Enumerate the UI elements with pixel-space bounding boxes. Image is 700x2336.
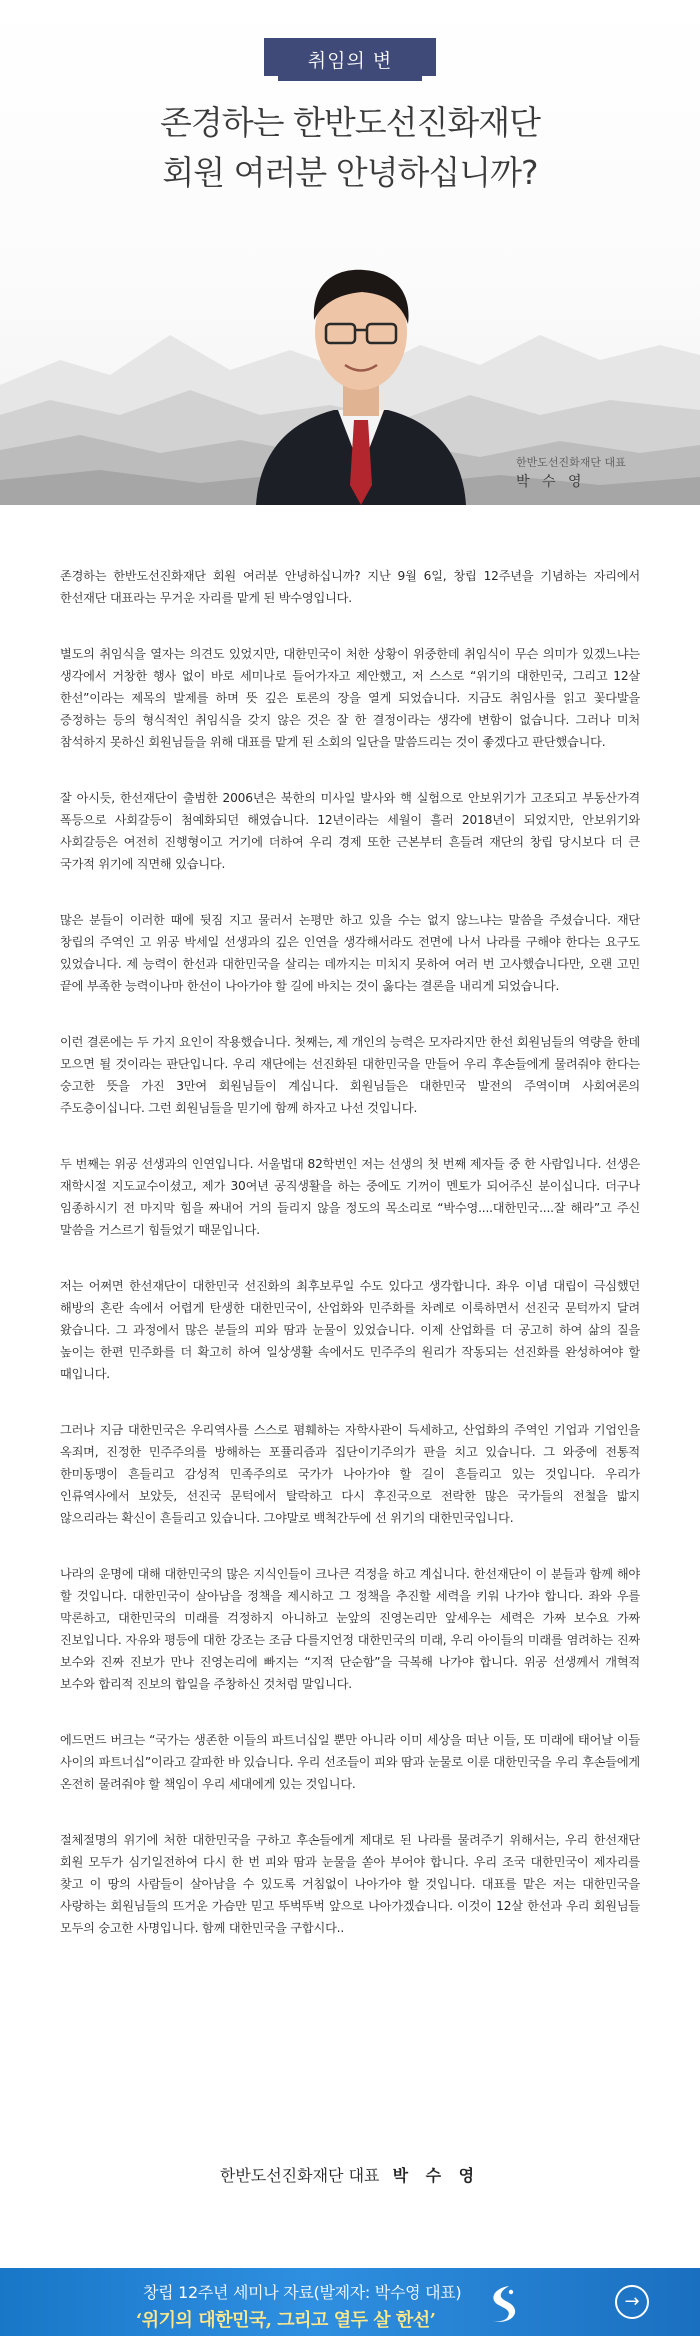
arrow-right-icon[interactable]: → (615, 2285, 649, 2319)
signature-name: 박 수 영 (392, 2166, 481, 2185)
banner-line-1: 창립 12주년 세미나 자료(발제자: 박수영 대표) (143, 2283, 462, 2302)
paragraph: 저는 어쩌면 한선재단이 대한민국 선진화의 최후보루일 수도 있다고 생각합니다. 좌우 이념 대립이 극심했던 해방의 혼란 속에서 어렵게 탄생한 대한민국이, 산업화와 민주화를 차례로 이룩하면서 선진국 문턱까지 달려 왔습니다. 그 과정에서 많은 분들의 피와 땀과 눈물이 있었습니다. 이제 산업화를 더 공고히 하여 삶의 질을 높이는 한편 민주화를 더 확고히 하여 일상생활 속에서도 민주주의 원리가 작동되는 선진화를 완성하여야 할 때입니다. (60, 1279, 640, 1381)
paragraph: 두 번째는 위공 선생과의 인연입니다. 서울법대 82학번인 저는 선생의 첫 번째 제자들 중 한 사람입니다. 선생은 재학시절 지도교수이셨고, 제가 30여년 공직생활을 하는 중에도 기꺼이 멘토가 되어주신 분이십니다. 더구나 임종하시기 전 마지막 힘을 짜내어 거의 들리지 않을 정도의 목소리로 “박수영....대한민국....잘 해라”고 주신 말씀을 거스르기 힘들었기 때문입니다. (60, 1157, 640, 1237)
page-title (0, 98, 700, 198)
seminar-banner-link[interactable] (0, 2268, 700, 2336)
portrait-photo (246, 220, 476, 505)
banner-line-2: ‘위기의 대한민국, 그리고 열두 살 한선’ (136, 2310, 436, 2331)
portrait-caption (516, 455, 626, 490)
letter-body (60, 565, 640, 1973)
paragraph: 이런 결론에는 두 가지 요인이 작용했습니다. 첫째는, 제 개인의 능력은 모자라지만 한선 회원님들의 역량을 한데 모으면 될 것이라는 판단입니다. 우리 재단에는 선진화된 대한민국을 만들어 우리 후손들에게 물려줘야 한다는 숭고한 뜻을 가진 3만여 회원님들이 계십니다. 회원님들은 대한민국 발전의 주역이며 사회여론의 주도층이십니다. 그런 회원님들을 믿기에 함께 하자고 나선 것입니다. (60, 1035, 640, 1115)
signature-org: 한반도선진화재단 대표 (219, 2166, 380, 2185)
paragraph: 그러나 지금 대한민국은 우리역사를 스스로 폄훼하는 자학사관이 득세하고, 산업화의 주역인 기업과 기업인을 옥죄며, 진정한 민주주의를 방해하는 포퓰리즘과 집단이기주의가 판을 치고 있습니다. 그 와중에 전통적 한미동맹이 흔들리고 감성적 민족주의로 국가가 나아가야 할 길이 흔들리고 있는 것입니다. 우리가 인류역사에서 보았듯, 선진국 문턱에서 탈락하고 다시 후진국으로 전락한 많은 국가들의 전철을 밟지 않으리라는 확신이 흔들리고 있습니다. 그야말로 백척간두에 선 위기의 대한민국입니다. (60, 1423, 640, 1525)
signature (0, 2163, 700, 2186)
paragraph: 에드먼드 버크는 “국가는 생존한 이들의 파트너십일 뿐만 아니라 이미 세상을 떠난 이들, 또 미래에 태어날 이들 사이의 파트너십”이라고 갈파한 바 있습니다. 우리 선조들이 피와 땀과 눈물로 이룬 대한민국을 우리 후손들에게 온전히 물려줘야 할 책임이 우리 세대에게 있는 것입니다. (60, 1733, 640, 1791)
paragraph: 별도의 취임식을 열자는 의견도 있었지만, 대한민국이 처한 상황이 위중한데 취임식이 무슨 의미가 있겠느냐는 생각에서 거창한 행사 없이 바로 세미나로 들어가자고 제안했고, 저 스스로 “위기의 대한민국, 그리고 12살 한선”이라는 제목의 발제를 하며 뜻 깊은 토론의 장을 열게 되었습니다. 지금도 취임사를 읽고 꽃다발을 증정하는 등의 형식적인 취임식을 갖지 않은 것은 잘 한 결정이라는 생각에 변함이 없습니다. 그러나 미처 참석하지 못하신 회원님들을 위해 대표를 맡게 된 소회의 일단을 말씀드리는 것이 좋겠다고 판단했습니다. (60, 647, 640, 749)
hero-section (0, 0, 700, 505)
paragraph: 절체절명의 위기에 처한 대한민국을 구하고 후손들에게 제대로 된 나라를 물려주기 위해서는, 우리 한선재단 회원 모두가 심기일전하여 다시 한 번 피와 땀과 눈물을 쏟아 부어야 합니다. 우리 조국 대한민국이 제자리를 찾고 이 땅의 사람들이 살아남을 수 있도록 거침없이 나아가야 할 것입니다. 대표를 맡은 저는 대한민국을 사랑하는 회원님들의 뜨거운 가슴만 믿고 뚜벅뚜벅 앞으로 나아가겠습니다. 이것이 12살 한선과 우리 회원님들 모두의 숭고한 사명입니다. 함께 대한민국을 구합시다.. (60, 1833, 640, 1935)
title-badge: 취임의 변 (278, 38, 422, 81)
title-line-1: 존경하는 한반도선진화재단 (159, 103, 541, 142)
caption-name: 박 수 영 (516, 474, 586, 490)
caption-org: 한반도선진화재단 대표 (516, 456, 626, 469)
paragraph: 많은 분들이 이러한 때에 뒷짐 지고 물러서 논평만 하고 있을 수는 없지 않느냐는 말씀을 주셨습니다. 재단 창립의 주역인 고 위공 박세일 선생과의 깊은 인연을 생각해서라도 전면에 나서 나라를 구해야 한다는 요구도 있었습니다. 제 능력이 한선과 대한민국을 살리는 데까지는 미치지 못하여 여러 번 고사했습니다만, 오랜 고민 끝에 부족한 능력이나마 한선이 나아가야 할 길에 바치는 것이 옳다는 결론을 내리게 되었습니다. (60, 913, 640, 993)
paragraph: 존경하는 한반도선진화재단 회원 여러분 안녕하십니까? 지난 9월 6일, 창립 12주년을 기념하는 자리에서 한선재단 대표라는 무거운 자리를 맡게 된 박수영입니다. (60, 569, 640, 605)
badge-wrap (0, 38, 700, 81)
foundation-logo-icon (483, 2282, 523, 2324)
paragraph: 나라의 운명에 대해 대한민국의 많은 지식인들이 크나큰 걱정을 하고 계십니다. 한선재단이 이 분들과 함께 해야 할 것입니다. 대한민국이 살아남을 정책을 제시하고 그 정책을 추진할 세력을 키워 나가야 합니다. 좌와 우를 막론하고, 대한민국의 미래를 걱정하지 아니하고 눈앞의 진영논리만 앞세우는 세력은 가짜 보수요 가짜 진보입니다. 자유와 평등에 대한 강조는 조금 다를지언정 대한민국의 미래, 우리 아이들의 미래를 염려하는 진짜 보수와 진짜 진보가 만나 진영논리에 빠지는 “지적 단순함”을 극복해 나가야 합니다. 위공 선생께서 개혁적 보수와 합리적 진보의 합일을 주창하신 것처럼 말입니다. (60, 1567, 640, 1691)
paragraph: 잘 아시듯, 한선재단이 출범한 2006년은 북한의 미사일 발사와 핵 실험으로 안보위기가 고조되고 부동산가격 폭등으로 사회갈등이 첨예화되던 해였습니다. 12년이라는 세월이 흘러 2018년이 되었지만, 안보위기와 사회갈등은 여전히 진행형이고 거기에 더하여 우리 경제 또한 근본부터 흔들려 재단의 창립 당시보다 더 큰 국가적 위기에 직면해 있습니다. (60, 791, 640, 871)
title-line-2: 회원 여러분 안녕하십니까? (162, 153, 538, 192)
